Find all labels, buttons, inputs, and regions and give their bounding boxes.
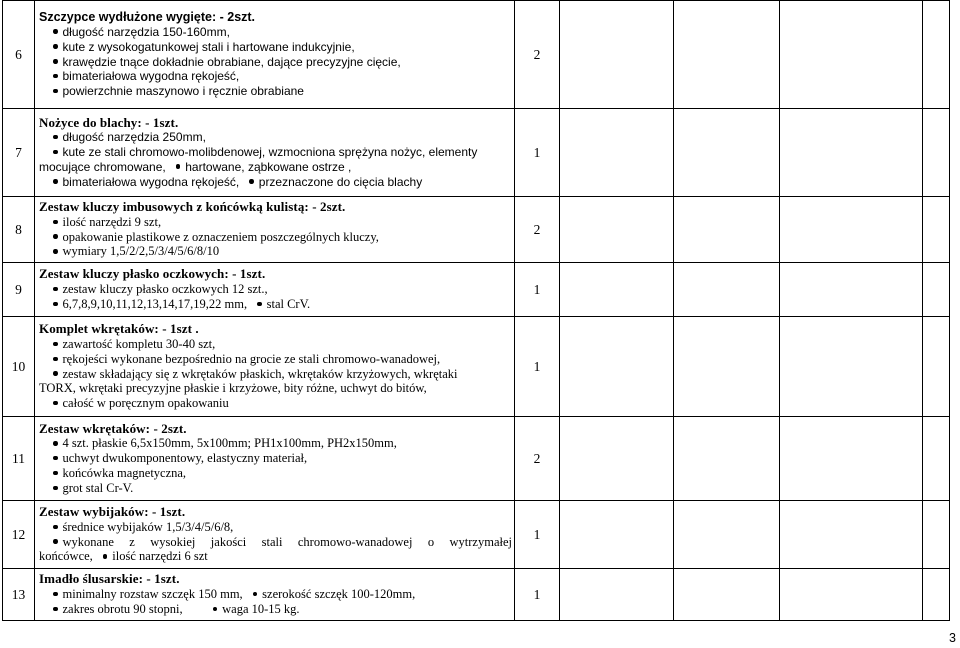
bullet-icon [53, 44, 58, 49]
bullet-icon [176, 164, 181, 169]
spec-line: uchwyt dwukomponentowy, elastyczny materiał, [62, 451, 308, 466]
bullet-icon [53, 539, 58, 544]
empty-cell [780, 317, 923, 417]
spec-line: zakres obrotu 90 stopni, [62, 601, 183, 616]
bullet-icon [53, 357, 58, 362]
bullet-icon [53, 456, 58, 461]
item-description [35, 197, 515, 263]
empty-cell [560, 109, 674, 197]
spec-line: wymiary 1,5/2/2,5/3/4/5/6/8/10 [62, 244, 220, 259]
bullet-icon [249, 179, 254, 184]
spec-line: grot stal Cr-V. [62, 480, 134, 495]
empty-cell [674, 1, 780, 109]
empty-cell [560, 501, 674, 569]
quantity: 1 [515, 501, 560, 569]
bullet-icon [253, 592, 258, 597]
spec-line: końcówce, [39, 549, 93, 564]
spec-line: długość narzędzia 150-160mm, [62, 24, 230, 39]
item-title: Zestaw wybijaków: - 1szt. [39, 503, 186, 519]
item-description [35, 263, 515, 317]
empty-cell [923, 317, 950, 417]
spec-line: mocujące chromowane, [39, 159, 166, 174]
spec-line: przeznaczone do cięcia blachy [258, 174, 423, 189]
spec-line: powierzchnie maszynowo i ręcznie obrabiane [62, 84, 304, 99]
specification-table [2, 0, 950, 621]
spec-line: 4 szt. płaskie 6,5x150mm, 5x100mm; PH1x100mm, PH2x150mm, [62, 436, 397, 451]
bullet-icon [53, 401, 58, 406]
spec-line: zawartość kompletu 30-40 szt, [62, 336, 216, 351]
empty-cell [780, 569, 923, 621]
table-row [3, 197, 950, 263]
quantity: 1 [515, 263, 560, 317]
bullet-icon [53, 302, 58, 307]
item-title: Zestaw wkrętaków: - 2szt. [39, 420, 187, 436]
empty-cell [923, 1, 950, 109]
bullet-icon [53, 471, 58, 476]
quantity: 2 [515, 1, 560, 109]
bullet-icon [53, 486, 58, 491]
empty-cell [560, 263, 674, 317]
quantity: 1 [515, 317, 560, 417]
spec-line: TORX, wkrętaki precyzyjne płaskie i krzyżowe, bity różne, uchwyt do bitów, [39, 381, 427, 396]
empty-cell [560, 417, 674, 501]
row-number: 6 [3, 1, 35, 109]
row-number: 7 [3, 109, 35, 197]
spec-line: hartowane, ząbkowane ostrze , [185, 159, 352, 174]
spec-line: opakowanie plastikowe z oznaczeniem poszczególnych kluczy, [62, 229, 379, 244]
row-number: 9 [3, 263, 35, 317]
bullet-icon [53, 135, 58, 140]
row-number: 12 [3, 501, 35, 569]
empty-cell [923, 501, 950, 569]
empty-cell [780, 417, 923, 501]
bullet-icon [257, 302, 262, 307]
spec-line: wykonane z wysokiej jakości stali chromowo-wanadowej o wytrzymałej [62, 534, 512, 549]
empty-cell [923, 109, 950, 197]
bullet-icon [53, 371, 58, 376]
empty-cell [560, 569, 674, 621]
bullet-icon [53, 179, 58, 184]
bullet-icon [53, 220, 58, 225]
spec-line: bimateriałowa wygodna rękojeść, [62, 174, 240, 189]
quantity: 1 [515, 109, 560, 197]
bullet-icon [53, 29, 58, 34]
empty-cell [780, 1, 923, 109]
table-row [3, 501, 950, 569]
empty-cell [560, 1, 674, 109]
empty-cell [674, 109, 780, 197]
spec-line: końcówka magnetyczna, [62, 465, 187, 480]
empty-cell [780, 263, 923, 317]
table-row [3, 569, 950, 621]
spec-line: minimalny rozstaw szczęk 150 mm, [62, 587, 243, 602]
spec-line: całość w poręcznym opakowaniu [62, 396, 229, 411]
empty-cell [923, 197, 950, 263]
table-row [3, 317, 950, 417]
empty-cell [780, 197, 923, 263]
item-title: Imadło ślusarskie: - 1szt. [39, 571, 180, 587]
row-number: 8 [3, 197, 35, 263]
bullet-icon [53, 525, 58, 530]
empty-cell [674, 317, 780, 417]
item-title: Zestaw kluczy płasko oczkowych: - 1szt. [39, 266, 266, 282]
item-description [35, 569, 515, 621]
table-row [3, 1, 950, 109]
spec-line: średnice wybijaków 1,5/3/4/5/6/8, [62, 519, 234, 534]
spec-line: kute z wysokogatunkowej stali i hartowane indukcyjnie, [62, 39, 355, 54]
bullet-icon [53, 441, 58, 446]
row-number: 13 [3, 569, 35, 621]
item-title: Szczypce wydłużone wygięte: - 2szt. [39, 10, 256, 25]
item-description [35, 317, 515, 417]
spec-line: długość narzędzia 250mm, [62, 130, 206, 145]
item-description [35, 417, 515, 501]
spec-line: kute ze stali chromowo-molibdenowej, wzmocniona sprężyna nożyc, elementy [62, 145, 478, 160]
bullet-icon [53, 234, 58, 239]
empty-cell [560, 197, 674, 263]
empty-cell [674, 197, 780, 263]
empty-cell [674, 501, 780, 569]
empty-cell [780, 109, 923, 197]
bullet-icon [53, 59, 58, 64]
table-row [3, 263, 950, 317]
item-description [35, 1, 515, 109]
bullet-icon [53, 89, 58, 94]
bullet-icon [103, 554, 108, 559]
quantity: 2 [515, 197, 560, 263]
bullet-icon [53, 74, 58, 79]
spec-line: ilość narzędzi 9 szt, [62, 214, 162, 229]
spec-line: ilość narzędzi 6 szt [112, 549, 208, 564]
empty-cell [923, 569, 950, 621]
bullet-icon [53, 150, 58, 155]
table-row [3, 417, 950, 501]
spec-line: 6,7,8,9,10,11,12,13,14,17,19,22 mm, [62, 296, 248, 311]
page-number: 3 [949, 631, 956, 645]
bullet-icon [213, 607, 218, 612]
quantity: 2 [515, 417, 560, 501]
item-title: Zestaw kluczy imbusowych z końcówką kulistą: - 2szt. [39, 198, 346, 214]
spec-line: rękojeści wykonane bezpośrednio na grocie ze stali chromowo-wanadowej, [62, 351, 441, 366]
spec-line: szerokość szczęk 100-120mm, [262, 587, 416, 602]
empty-cell [674, 569, 780, 621]
bullet-icon [53, 342, 58, 347]
empty-cell [674, 417, 780, 501]
spec-line: waga 10-15 kg. [222, 601, 300, 616]
item-title: Nożyce do blachy: - 1szt. [39, 114, 179, 130]
empty-cell [780, 501, 923, 569]
bullet-icon [53, 249, 58, 254]
spec-line: bimateriałowa wygodna rękojeść, [62, 69, 240, 84]
empty-cell [923, 263, 950, 317]
quantity: 1 [515, 569, 560, 621]
empty-cell [560, 317, 674, 417]
empty-cell [674, 263, 780, 317]
spec-line: stal CrV. [266, 296, 311, 311]
spec-line: zestaw składający się z wkrętaków płaskich, wkrętaków krzyżowych, wkrętaki [62, 366, 458, 381]
bullet-icon [53, 592, 58, 597]
item-title: Komplet wkrętaków: - 1szt . [39, 321, 199, 337]
bullet-icon [53, 607, 58, 612]
row-number: 10 [3, 317, 35, 417]
spec-line: krawędzie tnące dokładnie obrabiane, dające precyzyjne cięcie, [62, 54, 401, 69]
item-description [35, 109, 515, 197]
row-number: 11 [3, 417, 35, 501]
bullet-icon [53, 287, 58, 292]
table-row [3, 109, 950, 197]
spec-line: zestaw kluczy płasko oczkowych 12 szt., [62, 282, 268, 297]
item-description [35, 501, 515, 569]
empty-cell [923, 417, 950, 501]
